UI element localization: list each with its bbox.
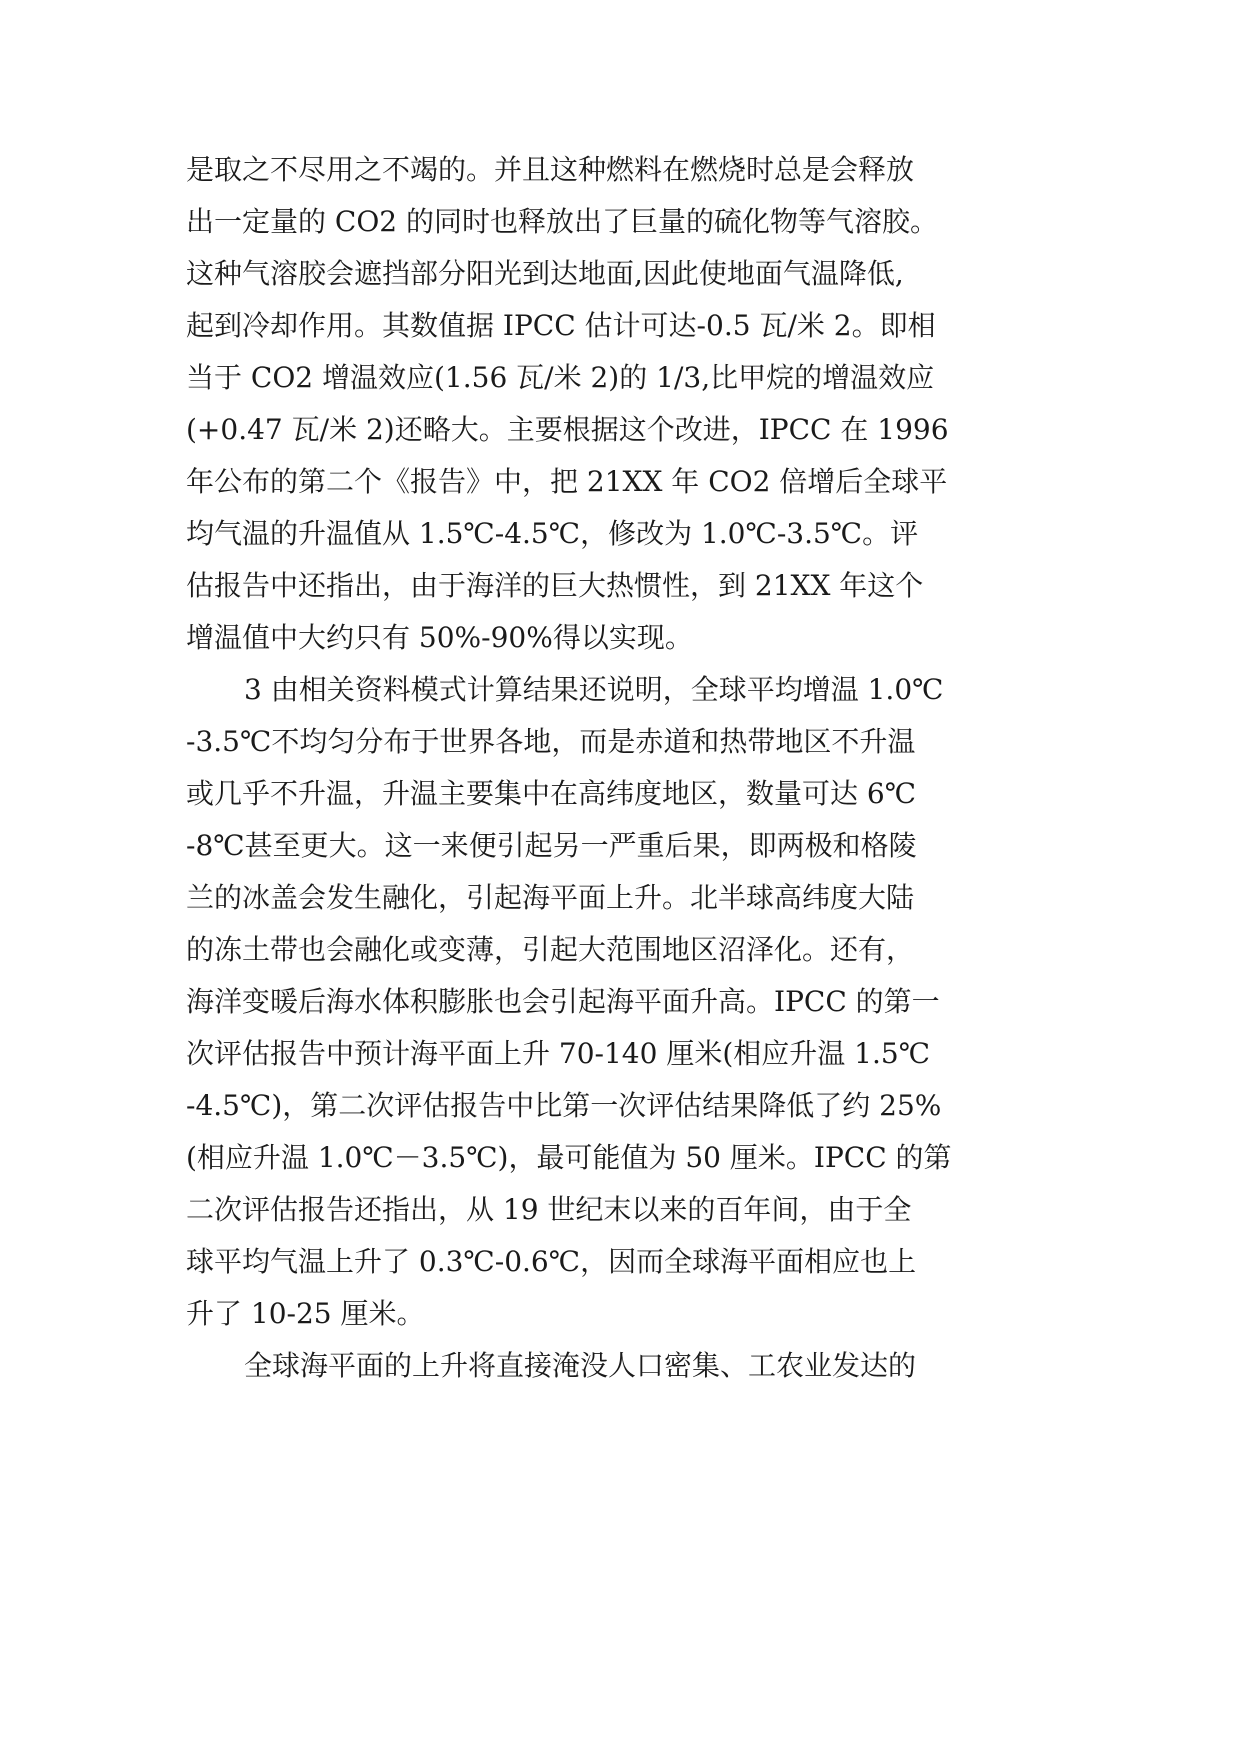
text-line: 年公布的第二个《报告》中，把 21XX 年 CO2 倍增后全球平	[186, 465, 948, 498]
text-line: 估报告中还指出，由于海洋的巨大热惯性，到 21XX 年这个	[186, 569, 924, 602]
text-line: -8℃甚至更大。这一来便引起另一严重后果，即两极和格陵	[186, 829, 917, 862]
text-line: 的冻土带也会融化或变薄，引起大范围地区沼泽化。还有，	[186, 933, 915, 966]
text-line: -4.5℃)，第二次评估报告中比第一次评估结果降低了约 25%	[186, 1089, 942, 1122]
paragraph-start-line: 3 由相关资料模式计算结果还说明，全球平均增温 1.0℃	[244, 673, 944, 706]
text-line: 起到冷却作用。其数值据 IPCC 估计可达-0.5 瓦/米 2。即相	[186, 309, 936, 342]
text-line: 次评估报告中预计海平面上升 70-140 厘米(相应升温 1.5℃	[186, 1037, 931, 1070]
text-line: 当于 CO2 增温效应(1.56 瓦/米 2)的 1/3,比甲烷的增温效应	[186, 361, 935, 394]
text-line: 兰的冰盖会发生融化，引起海平面上升。北半球高纬度大陆	[186, 881, 915, 914]
text-line: (相应升温 1.0℃－3.5℃)，最可能值为 50 厘米。IPCC 的第	[186, 1141, 952, 1174]
text-line: 球平均气温上升了 0.3℃-0.6℃，因而全球海平面相应也上	[186, 1245, 917, 1278]
text-line: 这种气溶胶会遮挡部分阳光到达地面,因此使地面气温降低,	[186, 257, 904, 290]
text-line: 海洋变暖后海水体积膨胀也会引起海平面升高。IPCC 的第一	[186, 985, 940, 1018]
text-line: (+0.47 瓦/米 2)还略大。主要根据这个改进，IPCC 在 1996	[186, 413, 949, 446]
text-line: 二次评估报告还指出，从 19 世纪末以来的百年间，由于全	[186, 1193, 912, 1226]
text-line: 或几乎不升温，升温主要集中在高纬度地区，数量可达 6℃	[186, 777, 917, 810]
text-line: 均气温的升温值从 1.5℃-4.5℃，修改为 1.0℃-3.5℃。评	[186, 517, 919, 550]
text-line: 是取之不尽用之不竭的。并且这种燃料在燃烧时总是会释放	[186, 153, 915, 186]
text-line: 升了 10-25 厘米。	[186, 1297, 425, 1330]
paragraph-start-line: 全球海平面的上升将直接淹没人口密集、工农业发达的	[244, 1349, 917, 1382]
text-line: 增温值中大约只有 50%-90%得以实现。	[186, 621, 693, 654]
text-line: -3.5℃不均匀分布于世界各地，而是赤道和热带地区不升温	[186, 725, 916, 758]
text-line: 出一定量的 CO2 的同时也释放出了巨量的硫化物等气溶胶。	[186, 205, 938, 238]
